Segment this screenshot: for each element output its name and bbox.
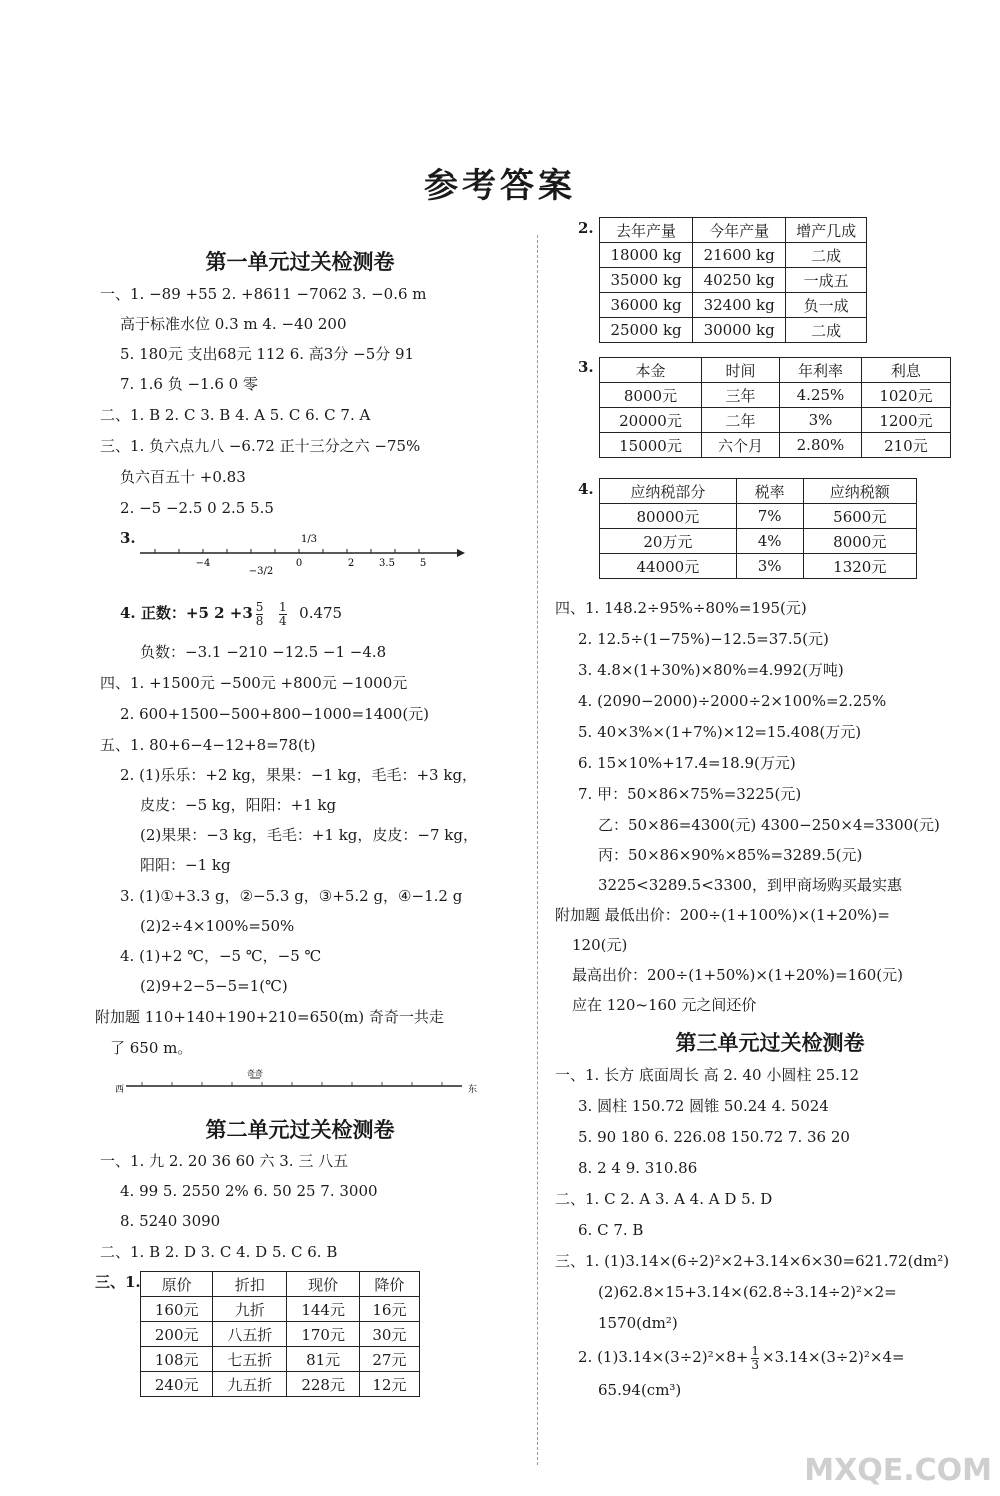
numline-label: 0 [295,558,303,569]
table-row: 20000元 二年 3% 1200元 [600,408,951,433]
answer-line: 5. 180元 支出68元 112 6. 高3分 −5分 91 [120,345,415,363]
table-row: 240元 九五折 228元 12元 [141,1372,420,1397]
column-divider [537,235,538,1465]
tax-table [599,478,917,579]
answer-line: 高于标准水位 0.3 m 4. −40 200 [120,315,347,333]
answer-line: (2)62.8×15+3.14×(62.8÷3.14÷2)²×2= [598,1283,897,1301]
answer-line: 一、1. −89 +55 2. +8611 −7062 3. −0.6 m [100,285,427,303]
answer-line: 3. 圆柱 150.72 圆锥 50.24 4. 5024 [578,1097,829,1115]
table-row: 36000 kg 32400 kg 负一成 [600,293,867,318]
table-row: 8000元 三年 4.25% 1020元 [600,383,951,408]
fraction: $\frac{1}{3}$ [751,1343,759,1372]
table-row: 200元 八五折 170元 30元 [141,1322,420,1347]
answer-line: 负六百五十 +0.83 [120,468,246,486]
answer-line: 8. 2 4 9. 310.86 [578,1159,698,1177]
numline-label: 3.5 [379,558,395,569]
answer-line: (2)2÷4×100%=50% [140,917,295,935]
answer-line: 1570(dm²) [598,1314,678,1332]
qiqi-label: 奇奇 [247,1069,263,1078]
interest-table [599,357,951,458]
watermark: MXQE.COM [804,1453,992,1488]
answer-line: 最高出价：200÷(1+50%)×(1+20%)=160(元) [572,966,903,984]
direction-line [112,1066,482,1102]
answer-line: 2. −5 −2.5 0 2.5 5.5 [120,499,274,517]
value: 0.475 [299,604,343,622]
answer-line: (2)9+2−5−5=1(℃) [140,977,288,995]
section-heading-unit1: 第一单元过关检测卷 [205,249,395,274]
answer-line: 3. (1)①+3.3 g，②−5.3 g，③+5.2 g，④−1.2 g [120,887,463,905]
answer-line: 三、1. [95,1273,141,1291]
answer-line: 120(元) [572,936,628,954]
east-label: 东 [468,1085,478,1095]
numline-fraction-bottom: −3/2 [248,566,274,577]
answer-line: 8. 5240 3090 [120,1212,221,1230]
section-heading-unit2: 第二单元过关检测卷 [205,1117,395,1142]
west-label: 西 [115,1085,125,1095]
table-row: 20万元 4% 8000元 [600,529,917,554]
answer-line: 5. 40×3%×(1+7%)×12=15.408(万元) [578,723,862,741]
section-heading-unit3: 第三单元过关检测卷 [675,1030,865,1055]
answer-line: 四、1. +1500元 −500元 +800元 −1000元 [100,674,408,692]
answer-line-positive [120,596,342,630]
answer-line: 三、1. 负六点九八 −6.72 正十三分之六 −75% [100,437,421,455]
numline-label: −4 [195,558,211,569]
answer-line: 4. (1)+2 ℃，−5 ℃，−5 ℃ [120,947,322,965]
answer-line: 65.94(cm³) [598,1381,682,1399]
answer-line: 2. 12.5÷(1−75%)−12.5=37.5(元) [578,630,829,648]
answer-line: (2)果果：−3 kg，毛毛：+1 kg，皮皮：−7 kg， [140,826,478,844]
answer-line: 3. 4.8×(1+30%)×80%=4.992(万吨) [578,661,844,679]
answer-line: 2. 600+1500−500+800−1000=1400(元) [120,705,430,723]
label: 4. 正数：+5 2 +3 [120,604,253,622]
answer-line: 丙：50×86×90%×85%=3289.5(元) [598,846,863,864]
answer-line: 了 650 m。 [110,1039,193,1057]
answer-line: 一、1. 九 2. 20 36 60 六 3. 三 八五 [100,1152,349,1170]
answer-line: 5. 90 180 6. 226.08 150.72 7. 36 20 [578,1128,850,1146]
table-row: 25000 kg 30000 kg 二成 [600,318,867,343]
table-row: 160元 九折 144元 16元 [141,1297,420,1322]
answer-line: 负数：−3.1 −210 −12.5 −1 −4.8 [140,643,387,661]
table-row: 80000元 7% 5600元 [600,504,917,529]
answer-line: 二、1. B 2. C 3. B 4. A 5. C 6. C 7. A [100,406,371,424]
table-row: 本金 时间 年利率 利息 [600,358,951,383]
question-label: 3. [120,529,136,547]
question-label: 2. [578,219,594,237]
answer-line: 4. (2090−2000)÷2000÷2×100%=2.25% [578,692,887,710]
answer-line: 7. 甲：50×86×75%=3225(元) [578,785,802,803]
table-row: 原价 折扣 现价 降价 [141,1272,420,1297]
table-row: 去年产量 今年产量 增产几成 [600,218,867,243]
answer-line: 乙：50×86=4300(元) 4300−250×4=3300(元) [598,816,940,834]
answer-line: 阳阳：−1 kg [140,856,231,874]
answer-line: 2. (1)乐乐：+2 kg，果果：−1 kg，毛毛：+3 kg， [120,766,478,784]
table-row: 18000 kg 21600 kg 二成 [600,243,867,268]
numline-fraction-top: 1/3 [300,534,318,545]
answer-line-bonus: 附加题 最低出价：200÷(1+100%)×(1+20%)= [555,906,890,924]
answer-line: 皮皮：−5 kg，阳阳：+1 kg [140,796,337,814]
answer-line: 6. C 7. B [578,1221,644,1239]
answer-line-bonus: 附加题 110+140+190+210=650(m) 奇奇一共走 [95,1008,444,1026]
number-line [135,524,470,584]
page-title: 参考答案 [424,166,576,206]
answer-line: 二、1. C 2. A 3. A 4. A D 5. D [555,1190,773,1208]
table-row: 108元 七五折 81元 27元 [141,1347,420,1372]
production-table [599,217,867,343]
fraction: $\frac{1}{4}$ [278,599,287,628]
table-row: 15000元 六个月 2.80% 210元 [600,433,951,458]
answer-line: 五、1. 80+6−4−12+8=78(t) [100,736,316,754]
table-row: 44000元 3% 1320元 [600,554,917,579]
fraction: $\frac{5}{8}$ [255,599,264,628]
answer-line: 一、1. 长方 底面周长 高 2. 40 小圆柱 25.12 [555,1066,860,1084]
question-label: 4. [578,480,594,498]
answer-line: 三、1. (1)3.14×(6÷2)²×2+3.14×6×30=621.72(dm²) [555,1252,950,1270]
answer-line: 6. 15×10%+17.4=18.9(万元) [578,754,796,772]
answer-line: 二、1. B 2. D 3. C 4. D 5. C 6. B [100,1243,338,1261]
table-row: 应纳税部分 税率 应纳税额 [600,479,917,504]
answer-line: 应在 120~160 元之间还价 [572,996,757,1014]
numline-label: 5 [419,558,427,569]
discount-table [140,1271,420,1397]
answer-line: 四、1. 148.2÷95%÷80%=195(元) [555,599,807,617]
question-label: 3. [578,358,594,376]
answer-line: 4. 99 5. 2550 2% 6. 50 25 7. 3000 [120,1182,378,1200]
table-row: 35000 kg 40250 kg 一成五 [600,268,867,293]
answer-line: 3225<3289.5<3300，到甲商场购买最实惠 [598,876,902,894]
numline-label: 2 [347,558,355,569]
answer-line: 7. 1.6 负 −1.6 0 零 [120,375,258,393]
answer-line-volume: 2. (1)3.14×(3÷2)²×8+ $\frac{1}{3}$ ×3.14×(3÷2)²×4= [578,1343,905,1372]
